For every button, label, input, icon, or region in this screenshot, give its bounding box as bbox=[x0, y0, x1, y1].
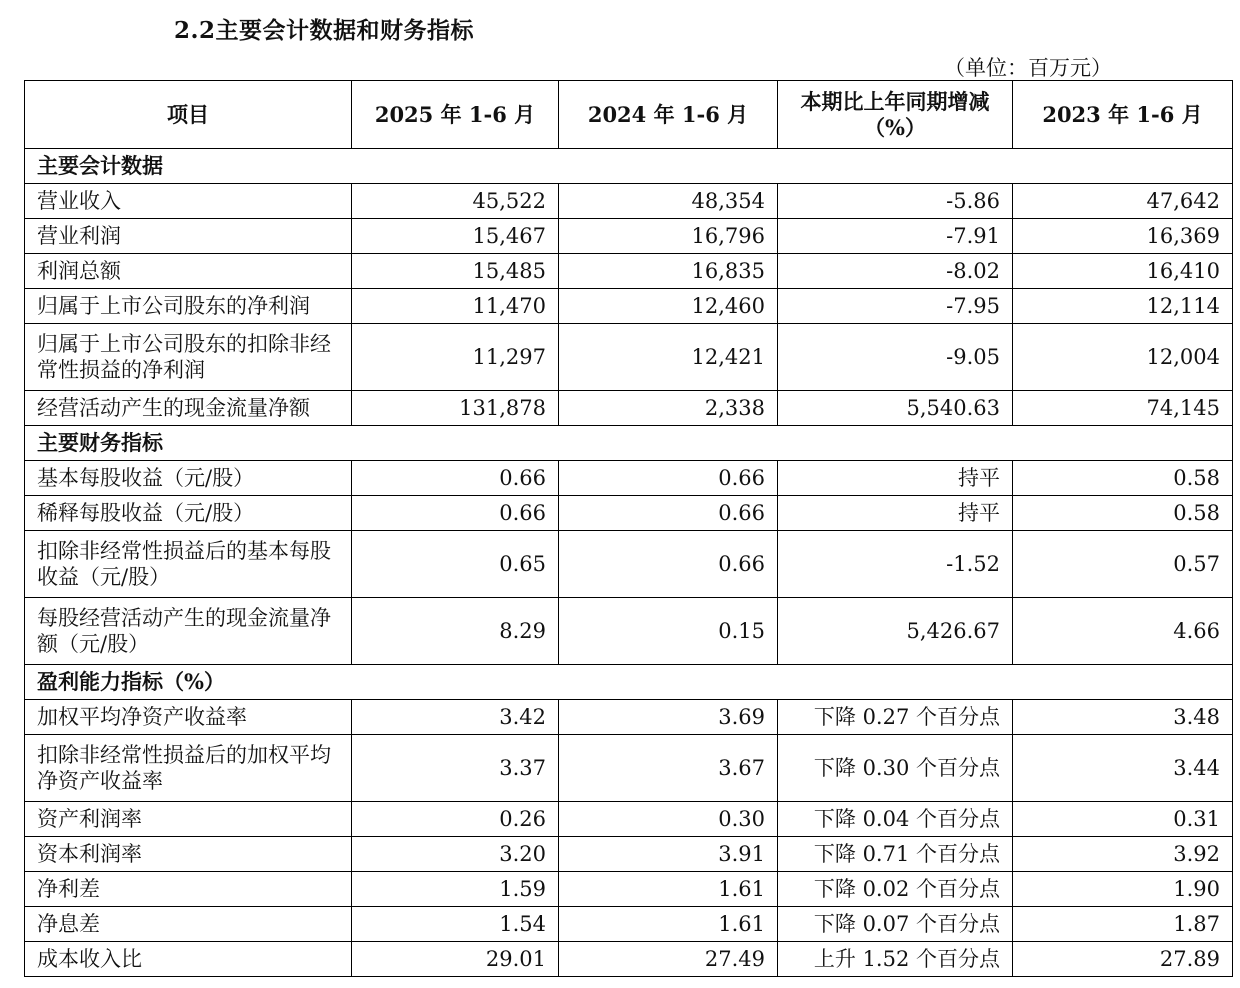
row-label: 利润总额 bbox=[25, 254, 352, 289]
value-2023: 12,004 bbox=[1013, 324, 1233, 391]
value-2023: 4.66 bbox=[1013, 598, 1233, 665]
value-change: 下降 0.27 个百分点 bbox=[778, 700, 1013, 735]
section-row bbox=[25, 665, 1233, 700]
section-title: 2.2主要会计数据和财务指标 bbox=[174, 17, 475, 44]
value-change: -5.86 bbox=[778, 184, 1013, 219]
value-change: 下降 0.30 个百分点 bbox=[778, 735, 1013, 802]
table-body bbox=[25, 149, 1233, 977]
value-2024: 16,835 bbox=[559, 254, 778, 289]
value-change: -8.02 bbox=[778, 254, 1013, 289]
row-label: 经营活动产生的现金流量净额 bbox=[25, 391, 352, 426]
value-2024: 1.61 bbox=[559, 907, 778, 942]
value-2025: 29.01 bbox=[352, 942, 559, 977]
table-row bbox=[25, 735, 1233, 802]
value-2024: 48,354 bbox=[559, 184, 778, 219]
value-2025: 3.42 bbox=[352, 700, 559, 735]
header-change: 本期比上年同期增减（%） bbox=[778, 81, 1013, 149]
table-row bbox=[25, 802, 1233, 837]
value-change: 上升 1.52 个百分点 bbox=[778, 942, 1013, 977]
header-2024: 2024 年 1-6 月 bbox=[559, 81, 778, 149]
value-2025: 45,522 bbox=[352, 184, 559, 219]
value-2024: 3.91 bbox=[559, 837, 778, 872]
row-label: 扣除非经常性损益后的基本每股收益（元/股） bbox=[25, 531, 352, 598]
value-2024: 3.67 bbox=[559, 735, 778, 802]
section-row bbox=[25, 149, 1233, 184]
value-2023: 0.58 bbox=[1013, 496, 1233, 531]
table-row bbox=[25, 184, 1233, 219]
row-label: 归属于上市公司股东的净利润 bbox=[25, 289, 352, 324]
value-2024: 0.66 bbox=[559, 461, 778, 496]
header-2023: 2023 年 1-6 月 bbox=[1013, 81, 1233, 149]
row-label: 营业收入 bbox=[25, 184, 352, 219]
financial-data-table bbox=[24, 80, 1233, 977]
unit-note: （单位：百万元） bbox=[944, 56, 1112, 80]
value-2025: 11,470 bbox=[352, 289, 559, 324]
value-change: -7.95 bbox=[778, 289, 1013, 324]
value-2024: 12,460 bbox=[559, 289, 778, 324]
table-row bbox=[25, 872, 1233, 907]
value-change: 5,540.63 bbox=[778, 391, 1013, 426]
value-2025: 0.65 bbox=[352, 531, 559, 598]
row-label: 每股经营活动产生的现金流量净额（元/股） bbox=[25, 598, 352, 665]
section-heading: 主要财务指标 bbox=[25, 426, 1233, 461]
value-2023: 16,410 bbox=[1013, 254, 1233, 289]
header-2025: 2025 年 1-6 月 bbox=[352, 81, 559, 149]
value-2023: 0.58 bbox=[1013, 461, 1233, 496]
row-label: 归属于上市公司股东的扣除非经常性损益的净利润 bbox=[25, 324, 352, 391]
row-label: 基本每股收益（元/股） bbox=[25, 461, 352, 496]
table-row bbox=[25, 907, 1233, 942]
value-2023: 1.90 bbox=[1013, 872, 1233, 907]
value-2023: 0.31 bbox=[1013, 802, 1233, 837]
section-row bbox=[25, 426, 1233, 461]
value-2024: 2,338 bbox=[559, 391, 778, 426]
value-2024: 1.61 bbox=[559, 872, 778, 907]
value-change: 下降 0.02 个百分点 bbox=[778, 872, 1013, 907]
value-2025: 15,467 bbox=[352, 219, 559, 254]
row-label: 资本利润率 bbox=[25, 837, 352, 872]
section-heading: 盈利能力指标（%） bbox=[25, 665, 1233, 700]
table-row bbox=[25, 837, 1233, 872]
value-2025: 1.54 bbox=[352, 907, 559, 942]
value-2023: 16,369 bbox=[1013, 219, 1233, 254]
value-change: 下降 0.71 个百分点 bbox=[778, 837, 1013, 872]
value-2025: 3.20 bbox=[352, 837, 559, 872]
value-2025: 0.66 bbox=[352, 461, 559, 496]
value-2024: 16,796 bbox=[559, 219, 778, 254]
table-row bbox=[25, 598, 1233, 665]
value-2024: 0.15 bbox=[559, 598, 778, 665]
value-2024: 0.66 bbox=[559, 496, 778, 531]
table-row bbox=[25, 254, 1233, 289]
row-label: 净息差 bbox=[25, 907, 352, 942]
value-change: 下降 0.07 个百分点 bbox=[778, 907, 1013, 942]
row-label: 稀释每股收益（元/股） bbox=[25, 496, 352, 531]
value-change: 下降 0.04 个百分点 bbox=[778, 802, 1013, 837]
table-row bbox=[25, 531, 1233, 598]
section-heading: 主要会计数据 bbox=[25, 149, 1233, 184]
table-row bbox=[25, 324, 1233, 391]
table-row bbox=[25, 219, 1233, 254]
value-2023: 12,114 bbox=[1013, 289, 1233, 324]
value-2025: 0.26 bbox=[352, 802, 559, 837]
value-2025: 15,485 bbox=[352, 254, 559, 289]
value-change: 持平 bbox=[778, 496, 1013, 531]
value-2024: 3.69 bbox=[559, 700, 778, 735]
value-2023: 47,642 bbox=[1013, 184, 1233, 219]
row-label: 资产利润率 bbox=[25, 802, 352, 837]
value-2024: 27.49 bbox=[559, 942, 778, 977]
value-change: 5,426.67 bbox=[778, 598, 1013, 665]
value-2025: 8.29 bbox=[352, 598, 559, 665]
row-label: 营业利润 bbox=[25, 219, 352, 254]
table-row bbox=[25, 461, 1233, 496]
value-2023: 74,145 bbox=[1013, 391, 1233, 426]
row-label: 加权平均净资产收益率 bbox=[25, 700, 352, 735]
value-2023: 3.48 bbox=[1013, 700, 1233, 735]
table-row bbox=[25, 391, 1233, 426]
value-2023: 0.57 bbox=[1013, 531, 1233, 598]
value-change: 持平 bbox=[778, 461, 1013, 496]
value-change: -9.05 bbox=[778, 324, 1013, 391]
table-row bbox=[25, 942, 1233, 977]
row-label: 净利差 bbox=[25, 872, 352, 907]
value-2024: 12,421 bbox=[559, 324, 778, 391]
value-2023: 27.89 bbox=[1013, 942, 1233, 977]
value-2025: 1.59 bbox=[352, 872, 559, 907]
value-2024: 0.30 bbox=[559, 802, 778, 837]
value-2025: 3.37 bbox=[352, 735, 559, 802]
table-row bbox=[25, 700, 1233, 735]
header-item: 项目 bbox=[25, 81, 352, 149]
value-2024: 0.66 bbox=[559, 531, 778, 598]
row-label: 成本收入比 bbox=[25, 942, 352, 977]
value-2025: 11,297 bbox=[352, 324, 559, 391]
value-2023: 3.44 bbox=[1013, 735, 1233, 802]
value-2023: 3.92 bbox=[1013, 837, 1233, 872]
value-2025: 0.66 bbox=[352, 496, 559, 531]
table-row bbox=[25, 289, 1233, 324]
value-change: -1.52 bbox=[778, 531, 1013, 598]
value-change: -7.91 bbox=[778, 219, 1013, 254]
value-2025: 131,878 bbox=[352, 391, 559, 426]
table-row bbox=[25, 496, 1233, 531]
value-2023: 1.87 bbox=[1013, 907, 1233, 942]
row-label: 扣除非经常性损益后的加权平均净资产收益率 bbox=[25, 735, 352, 802]
